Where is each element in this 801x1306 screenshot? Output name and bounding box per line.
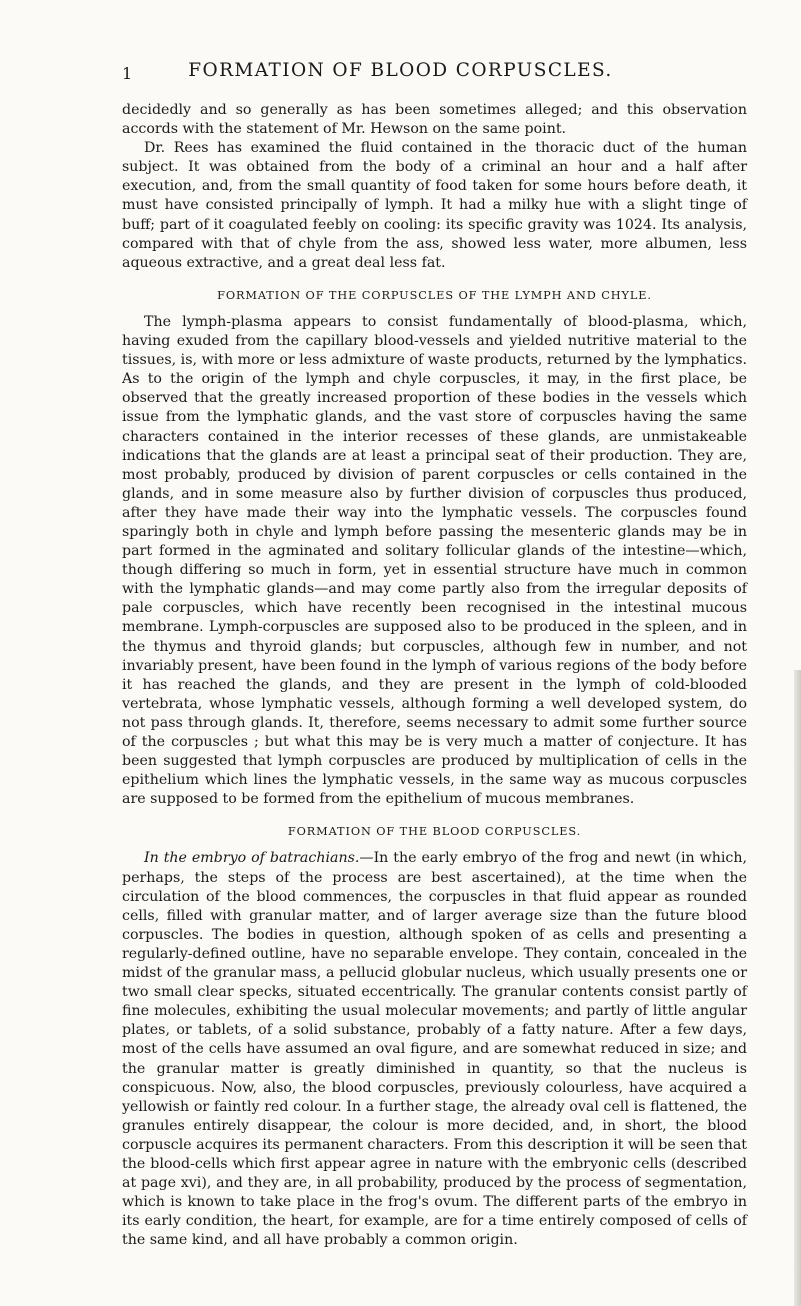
paragraph-rees: Dr. Rees has examined the fluid contained in the thoracic duct of the human subject. It was obtained from the body of a criminal an hour and a half after execution, and, from the small quantity of food taken for some hours before death, it must have consisted principally of lymph. It had a milky hue with a slight tinge of buff; part of it coagulated feebly on cooling: its specific gravity was 1024. Its analysis, compared with that of chyle from the ass, showed less water, more albumen, less aqueous extractive, and a great deal less fat. bbox=[122, 140, 747, 271]
page-edge-shadow bbox=[794, 670, 801, 1306]
paragraph-batrachians-text: —In the early embryo of the frog and newt (in which, perhaps, the steps of the process are best ascertained), at the time when the circulation of the blood commences, the corpuscles in that fluid appear as rounded cells, filled with granular matter, and of larger average size than the future blood corpuscles. The bodies in question, although spoken of as cells and presenting a regularly-defined outline, have no separable envelope. They contain, concealed in the midst of the granular mass, a pellucid globular nucleus, which usually presents one or two small clear specks, situated eccentrically. The granular contents consist partly of fine molecules, exhibiting the usual molecular movements; and partly of little angular plates, or tablets, of a solid substance, probably of a fatty nature. After a few days, most of the cells have assumed an oval figure, and are somewhat reduced in size; and the granular matter is greatly diminished in quantity, so that the nucleus is conspicuous. Now, also, the blood corpuscles, previously colourless, have acquired a yellowish or faintly red colour. In a further stage, the already oval cell is flattened, the granules entirely disappear, the colour is more decided, and, in short, the blood corpuscle acquires its permanent characters. From this description it will be seen that the blood-cells which first appear agree in nature with the embryonic cells (described at page xvi), and they are, in all probability, produced by the process of segmentation, which is known to take place in the frog's ovum. The different parts of the embryo in its early condition, the heart, for example, are for a time entirely composed of cells of the same kind, and all have probably a common origin. bbox=[122, 850, 747, 1249]
paragraph-batrachians bbox=[122, 849, 747, 1250]
paragraph-continued: decidedly and so generally as has been sometimes alleged; and this observation accords with the statement of Mr. Hewson on the same point. bbox=[122, 102, 747, 138]
paragraph-lymph-plasma: The lymph-plasma appears to consist fundamentally of blood-plasma, which, having exuded from the capillary blood-vessels and yielded nutritive material to the tissues, is, with more or less admixture of waste products, returned by the lymphatics. As to the origin of the lymph and chyle corpuscles, it may, in the first place, be observed that the greatly increased proportion of these bodies in the vessels which issue from the lymphatic glands, and the vast store of corpuscles having the same characters contained in the interior recesses of these glands, are unmistakeable indications that the glands are at least a principal seat of their production. They are, most probably, produced by division of parent corpuscles or cells contained in the glands, and in some measure also by further division of corpuscles thus produced, after they have made their way into the lymphatic vessels. The corpuscles found sparingly both in chyle and lymph before passing the mesenteric glands may be in part formed in the agminated and solitary follicular glands of the intestine—which, though differing so much in form, yet in essential structure have much in common with the lymphatic glands—and may come partly also from the irregular deposits of pale corpuscles, which have recently been recognised in the intestinal mucous membrane. Lymph-corpuscles are supposed also to be produced in the spleen, and in the thymus and thyroid glands; but corpuscles, although few in number, and not invariably present, have been found in the lymph of various regions of the body before it has reached the glands, and they are present in the lymph of cold-blooded vertebrata, whose lymphatic vessels, although forming a well developed system, do not pass through glands. It, therefore, seems necessary to admit some further source of the corpuscles ; but what this may be is very much a matter of conjecture. It has been suggested that lymph corpuscles are produced by multiplication of cells in the epithelium which lines the lymphatic vessels, in the same way as mucous corpuscles are supposed to be formed from the epithelium of mucous membranes. bbox=[122, 313, 747, 808]
page-number: 1 bbox=[122, 64, 133, 83]
running-head: FORMATION OF BLOOD CORPUSCLES. bbox=[188, 60, 613, 81]
section-heading-blood-corpuscles: FORMATION OF THE BLOOD CORPUSCLES. bbox=[287, 825, 582, 839]
text-column bbox=[122, 101, 747, 1250]
italic-lead: In the embryo of batrachians. bbox=[144, 850, 360, 867]
section-heading-lymph-chyle: FORMATION OF THE CORPUSCLES OF THE LYMPH AND CHYLE. bbox=[217, 288, 652, 302]
